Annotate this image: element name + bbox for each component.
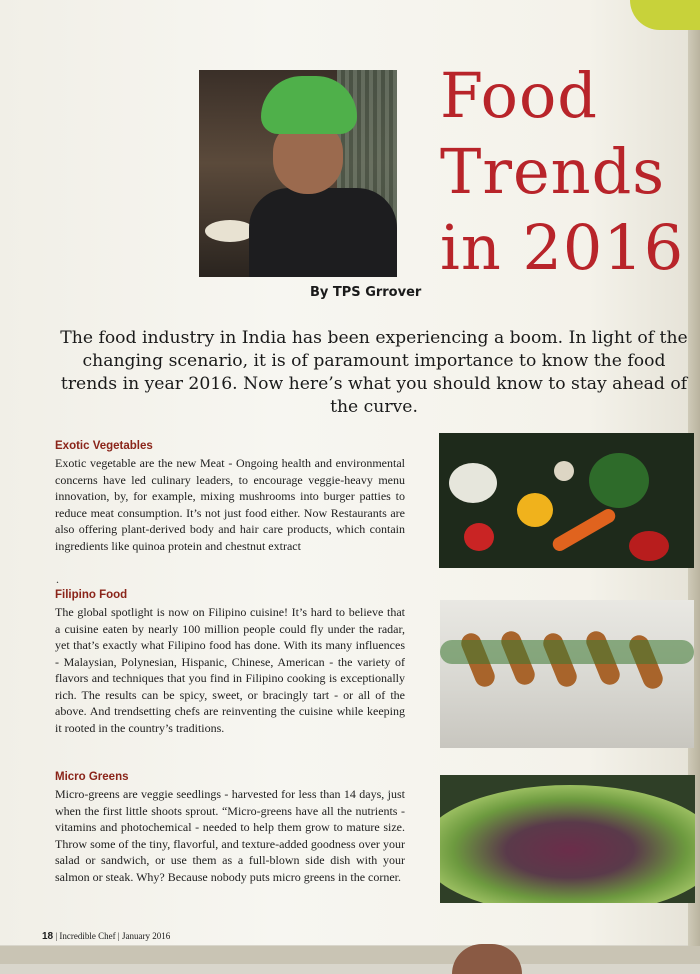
page-footer <box>42 931 170 942</box>
section-heading: Exotic Vegetables <box>55 440 153 452</box>
section-body: The global spotlight is now on Filipino cuisine! It’s hard to believe that a cuisine eaten by nearly 100 million people could fly under the radar, yet that’s exactly what Filipino food has done. With its many influences - Malaysian, Polynesian, Hispanic, Chinese, American - the variety of flavors and techniques that you find in Filipino cooking is exceptionally rich. The results can be spicy, sweet, or bracingly tart - or all of the above. And trendsetting chefs are reinventing the cuisine while keeping it rooted in the country’s traditions. <box>55 605 405 735</box>
vegetables-photo <box>439 433 694 568</box>
page-bottom-strip <box>0 946 700 964</box>
cauliflower-shape <box>449 463 497 503</box>
section-body: Exotic vegetable are the new Meat - Ongoing health and environmental concerns have led culinary leaders, to encourage veggie-heavy menu innovation, by, for example, mixing mushrooms into burger patties to reduce meat consumption. It’s not just food either. Now Restaurants are also offering plant-derived body and hair care products, which contain ingredients like quinoa protein and chestnut extract <box>55 456 405 553</box>
section-micro-greens <box>55 771 405 885</box>
section-heading: Micro Greens <box>55 771 129 783</box>
section-body: Micro-greens are veggie seedlings - harvested for less than 14 days, just when the first little shoots sprout. “Micro-greens have all the nutrients - vitamins and photochemical - needed to help them grow to mature size. Throw some of the tiny, flavorful, and texture-added goodness over your salad or sandwich, or use them as a full-blown side dish with your salmon or steak. Why? Because nobody puts micro greens in the corner. <box>55 787 405 884</box>
garnish-greens <box>440 640 694 664</box>
yellow-tomato-shape <box>517 493 553 527</box>
page-number: 18 <box>42 931 54 942</box>
carrot-shape <box>550 506 618 553</box>
author-byline: By TPS Grrover <box>310 285 422 300</box>
mushroom-shape <box>554 461 574 481</box>
photo-plate <box>205 220 255 242</box>
section-exotic-vegetables <box>55 440 405 554</box>
filipino-food-photo <box>440 600 694 748</box>
section-filipino-food <box>55 589 405 736</box>
broccoli-shape <box>589 453 649 508</box>
stray-mark: . <box>56 572 59 586</box>
article-title: Food Trends in 2016 <box>440 59 685 284</box>
section-heading: Filipino Food <box>55 589 128 601</box>
tomato-shape <box>464 523 494 551</box>
intro-paragraph: The food industry in India has been experiencing a boom. In light of the changing scenario, it is of paramount importance to know the food trends in year 2016. Now here’s what you should know to stay ahead of the curve. <box>60 328 688 417</box>
red-pepper-shape <box>629 531 669 561</box>
magazine-issue: | Incredible Chef | January 2016 <box>55 931 171 941</box>
photo-person-body <box>249 188 397 277</box>
micro-greens-photo <box>440 775 695 903</box>
microgreens-bed <box>440 785 695 903</box>
author-photo <box>199 70 397 277</box>
